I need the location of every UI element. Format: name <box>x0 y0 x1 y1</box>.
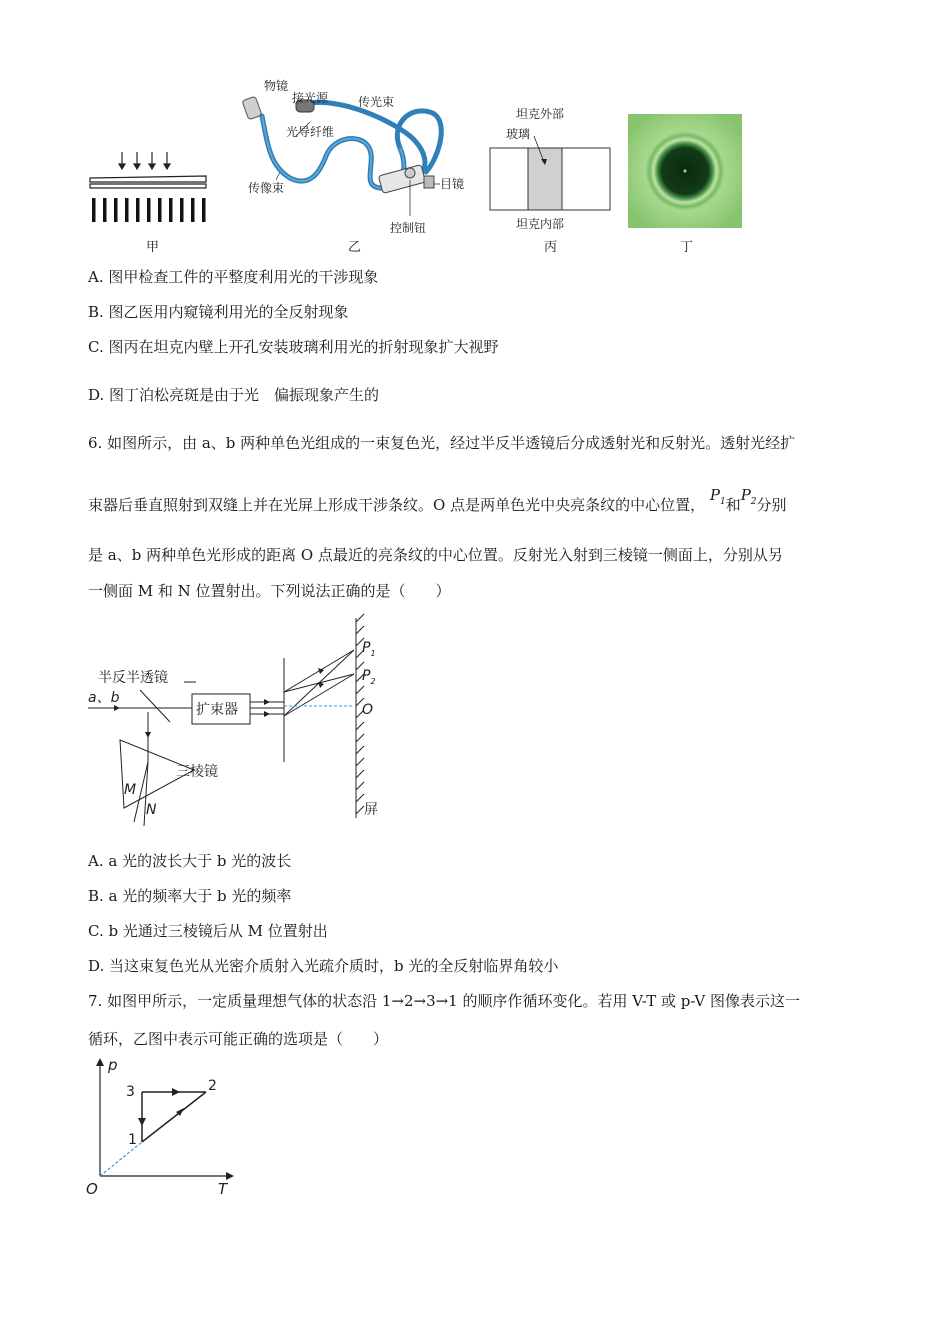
q7-axis-p: p <box>108 1056 118 1074</box>
q6-stem-line2-a: 束器后垂直照射到双缝上并在光屏上形成干涉条纹。O 点是两单色光中央亮条纹的中心位置， <box>88 496 706 514</box>
q6-p1-sub: 1 <box>719 497 726 507</box>
figure-q6-setup <box>84 612 394 842</box>
label-guangdaoxianwei: 光导纤维 <box>286 125 335 139</box>
label-glass: 玻璃 <box>506 127 531 141</box>
label-kongzhiniu: 控制钮 <box>390 221 427 235</box>
q6-stem-line1: 6. 如图所示，由 a、b 两种单色光组成的一束复色光，经过半反半透镜后分成透射光和反射光。透射光经扩 <box>88 434 796 452</box>
label-chuanxiangshu: 传像束 <box>248 181 285 195</box>
label-wujing: 物镜 <box>264 79 289 93</box>
q6-p2-sub: 2 <box>750 497 757 507</box>
q7-point-2: 2 <box>208 1078 217 1094</box>
q6-fig-screen-label: 屏 <box>364 802 378 818</box>
q7-origin: O <box>86 1180 98 1198</box>
q6-option-a: A. a 光的波长大于 b 光的波长 <box>88 852 292 870</box>
q6-fig-p1-letter: P <box>362 640 371 656</box>
figure-ding-poisson-spot <box>628 114 742 228</box>
q6-fig-p2-sub: 2 <box>370 677 376 686</box>
q5-option-b: B. 图乙医用内窥镜利用光的全反射现象 <box>88 303 349 321</box>
q6-stem-line4: 一侧面 M 和 N 位置射出。下列说法正确的是（ ） <box>88 582 451 600</box>
figure-jia <box>86 148 216 228</box>
q6-p2 <box>740 486 757 507</box>
q6-fig-m-label: M <box>124 782 137 798</box>
q6-fig-banfan-label: 半反半透镜 <box>98 670 168 686</box>
q6-fig-prism-label: 三棱镜 <box>176 764 218 780</box>
figure-bing-tank <box>488 104 614 232</box>
q6-fig-p2-label <box>362 668 376 686</box>
q6-p1 <box>709 486 726 507</box>
q6-fig-n-label: N <box>146 802 157 818</box>
label-tank-outside: 坦克外部 <box>516 107 565 121</box>
q6-p1-letter: P <box>709 486 720 504</box>
q6-option-d: D. 当这束复色光从光密介质射入光疏介质时，b 光的全反射临界角较小 <box>88 957 559 975</box>
q6-option-c: C. b 光通过三棱镜后从 M 位置射出 <box>88 922 328 940</box>
q7-axis-t: T <box>218 1180 228 1198</box>
label-ding: 丁 <box>680 240 694 255</box>
label-bing: 丙 <box>544 240 558 255</box>
label-jieguangyuan: 接光源 <box>292 91 329 105</box>
q6-p2-letter: P <box>740 486 751 504</box>
q5-option-c: C. 图丙在坦克内壁上开孔安装玻璃利用光的折射现象扩大视野 <box>88 338 499 356</box>
q6-fig-p1-label <box>362 640 376 658</box>
q6-fig-o-label: O <box>362 702 374 718</box>
q7-point-3: 3 <box>126 1084 135 1100</box>
q6-fig-p1-sub: 1 <box>370 649 376 658</box>
label-jia: 甲 <box>146 240 160 255</box>
q6-fig-ab-label: a、b <box>88 690 120 706</box>
label-tank-inside: 坦克内部 <box>516 217 565 231</box>
figure-yi-endoscope <box>240 76 480 236</box>
q6-he: 和 <box>725 496 741 514</box>
q6-stem-line2 <box>88 486 787 517</box>
q5-option-a: A. 图甲检查工件的平整度利用光的干涉现象 <box>88 268 379 286</box>
q7-stem-line2: 循环，乙图中表示可能正确的选项是（ ） <box>88 1030 389 1048</box>
q7-stem-line1: 7. 如图甲所示，一定质量理想气体的状态沿 1→2→3→1 的顺序作循环变化。若用 V-T 或 p-V 图像表示这一 <box>88 992 800 1010</box>
label-mujing: 目镜 <box>440 177 465 191</box>
q5-option-d: D. 图丁泊松亮斑是由于光 偏振现象产生的 <box>88 386 380 404</box>
figure-q7-pt-graph <box>84 1056 244 1202</box>
q7-point-1: 1 <box>128 1132 137 1148</box>
q6-stem-line3: 是 a、b 两种单色光形成的距离 O 点最近的亮条纹的中心位置。反射光入射到三棱镜一侧面上，分别从另 <box>88 546 783 564</box>
q6-fig-p2-letter: P <box>362 668 371 684</box>
q6-option-b: B. a 光的频率大于 b 光的频率 <box>88 887 292 905</box>
label-chuanguangshu: 传光束 <box>358 95 395 109</box>
q6-stem-line2-b: 分别 <box>756 496 787 514</box>
label-yi: 乙 <box>348 240 362 255</box>
q6-fig-expander-label: 扩束器 <box>196 702 238 718</box>
